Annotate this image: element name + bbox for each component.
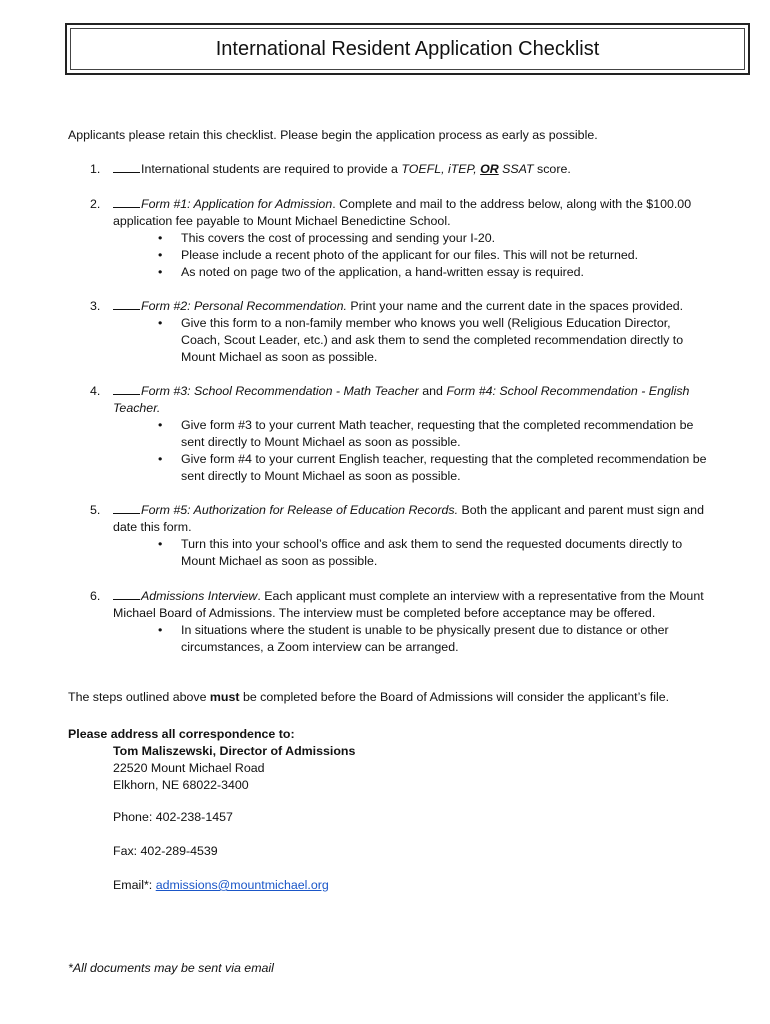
closing-text (68, 690, 669, 704)
checklist-item-5 (68, 502, 708, 570)
item-text: Both the applicant and parent must sign and date this form. (113, 503, 704, 534)
list-item: • Give form #4 to your current English teacher, requesting that the completed recommendation be sent directly to Mount Michael as soon as possible. (68, 451, 708, 485)
email-line (113, 878, 329, 892)
bullet-list (68, 536, 708, 570)
bullet-list (68, 417, 708, 485)
or-text: OR (480, 162, 499, 176)
list-item: • As noted on page two of the application, a hand-written essay is required. (68, 264, 708, 281)
form-name-2: Form #4: School Recommendation - English Teacher. (113, 384, 690, 415)
checkbox-blank[interactable] (113, 298, 140, 310)
checklist-item-6 (68, 588, 708, 656)
list-item: • Give this form to a non-family member who knows you well (Religious Education Director, Coach, Scout Leader, etc.) and ask them to send the completed recommendation directly to Mount Michael as soon as possible. (68, 315, 708, 366)
list-item: • Please include a recent photo of the applicant for our files. This will not be returned. (68, 247, 708, 264)
form-name: Form #1: Application for Admission (141, 197, 333, 211)
checklist-item-2 (68, 196, 708, 281)
form-name: Form #5: Authorization for Release of Education Records. (141, 503, 459, 517)
bullet-list (68, 230, 708, 281)
contact-name: Tom Maliszewski, Director of Admissions (113, 744, 356, 758)
item-number: 6. (90, 589, 101, 603)
list-item: • This covers the cost of processing and sending your I-20. (68, 230, 708, 247)
list-item: • Give form #3 to your current Math teacher, requesting that the completed recommendation be sent directly to Mount Michael as soon as possible. (68, 417, 708, 451)
item-number: 4. (90, 384, 101, 398)
closing-before: The steps outlined above (68, 690, 210, 704)
item-number: 1. (90, 162, 101, 176)
address-block (68, 726, 355, 794)
bullet-list (68, 622, 708, 656)
page-title: International Resident Application Checklist (70, 28, 745, 70)
list-item: • In situations where the student is unable to be physically present due to distance or other circumstances, a Zoom interview can be arranged. (68, 622, 708, 656)
intro-text: Applicants please retain this checklist. Please begin the application process as early as possible. (68, 128, 598, 142)
checklist-item-3 (68, 298, 708, 366)
checklist-item-1 (68, 161, 708, 178)
item-number: 2. (90, 197, 101, 211)
checkbox-blank[interactable] (113, 196, 140, 208)
form-name: Admissions Interview (141, 589, 258, 603)
test-last: SSAT (498, 162, 534, 176)
form-name: Form #3: School Recommendation - Math Teacher (141, 384, 419, 398)
form-name: Form #2: Personal Recommendation. (141, 299, 347, 313)
item-number: 5. (90, 503, 101, 517)
checkbox-blank[interactable] (113, 502, 140, 514)
bullet-list (68, 315, 708, 366)
fax-number: Fax: 402-289-4539 (113, 844, 218, 858)
checkbox-blank[interactable] (113, 161, 140, 173)
item-text-end: score. (533, 162, 571, 176)
checklist-item-4 (68, 383, 708, 485)
item-text: International students are required to provide a (141, 162, 402, 176)
email-label: Email*: (113, 878, 156, 892)
checkbox-blank[interactable] (113, 588, 140, 600)
checkbox-blank[interactable] (113, 383, 140, 395)
closing-emphasis: must (209, 690, 240, 704)
test-names: TOEFL, iTEP, (401, 162, 481, 176)
closing-after: be completed before the Board of Admissions will consider the applicant’s file. (239, 690, 670, 704)
email-link[interactable]: admissions@mountmichael.org (155, 878, 329, 892)
item-text: and (418, 384, 447, 398)
title-box (65, 23, 750, 75)
address-heading: Please address all correspondence to: (68, 727, 295, 741)
item-text: Print your name and the current date in the spaces provided. (346, 299, 684, 313)
item-text: . Each applicant must complete an interview with a representative from the Mount Michael Board of Admissions. The interview must be completed before acceptance may be offered. (113, 589, 704, 620)
street-address: 22520 Mount Michael Road (113, 761, 265, 775)
item-number: 3. (90, 299, 101, 313)
footnote: *All documents may be sent via email (68, 961, 274, 975)
list-item: • Turn this into your school’s office and ask them to send the requested documents directly to Mount Michael as soon as possible. (68, 536, 708, 570)
phone-number: Phone: 402-238-1457 (113, 810, 233, 824)
city-address: Elkhorn, NE 68022-3400 (113, 778, 249, 792)
item-text: . Complete and mail to the address below, along with the $100.00 application fee payable to Mount Michael Benedictine School. (113, 197, 692, 228)
